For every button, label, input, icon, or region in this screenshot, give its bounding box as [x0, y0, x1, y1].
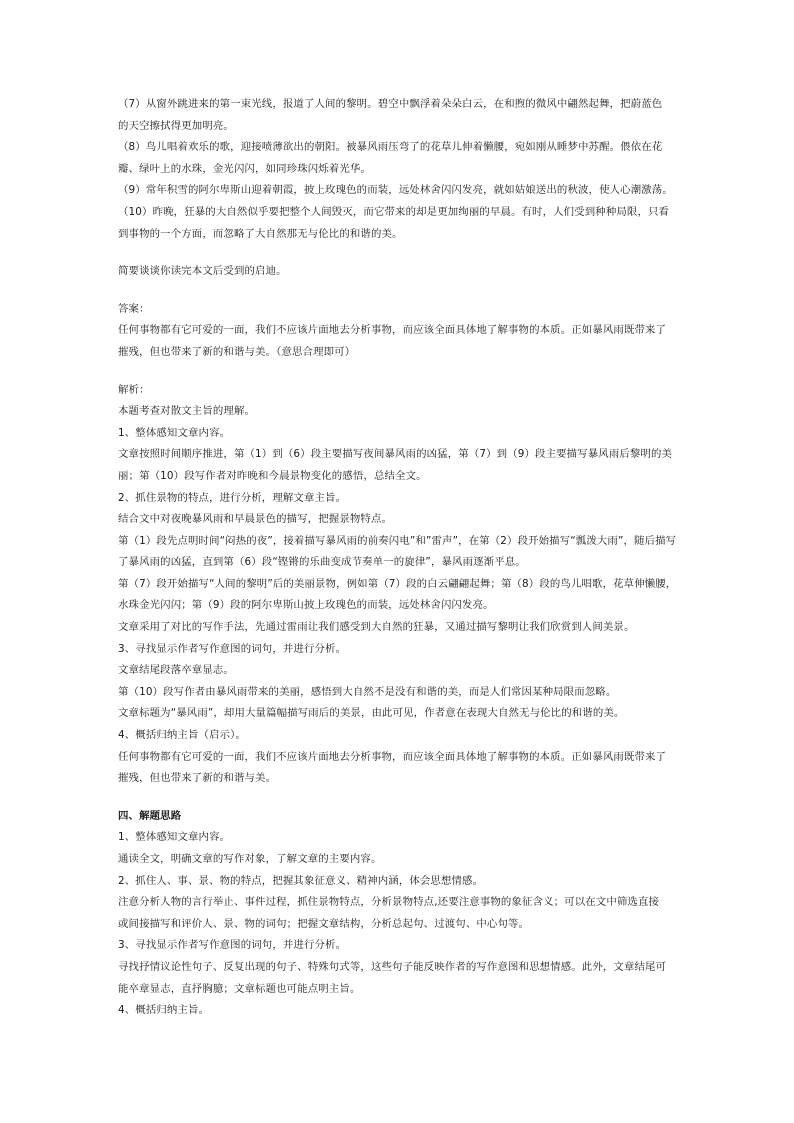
paragraph-10 [118, 202, 678, 245]
question-text: 简要谈谈你读完本文后受到的启迪。 [118, 265, 287, 278]
method-line: 通读全文，明确文章的写作对象，了解文章的主要内容。 [118, 853, 382, 865]
method-line: 2、抓住人、事、景、物的特点，把握其象征意义、精神内涵，体会思想情感。 [118, 874, 484, 887]
method-line: 或间接描写和评价人、景、物的词句；把握文章结构，分析总起句、过渡句、中心句等。 [118, 917, 530, 930]
answer-section [118, 299, 678, 364]
analysis-label: 解析： [118, 383, 150, 396]
analysis-line: 1、整体感知文章内容。 [118, 426, 231, 439]
text-line: （9）常年积雪的阿尔卑斯山迎着朝霞，披上玫瑰色的而装，远处林舍闪闪发亮，就如姑娘送出的秋波，使人心潮激荡。 [118, 184, 673, 197]
analysis-line: 任何事物都有它可爱的一面，我们不应该片面地去分析事物，而应该全面具体地了解事物的本质。正如暴风雨既带来了 [118, 750, 667, 763]
analysis-line: 了暴风雨的凶猛，直到第（6）段“铿锵的乐曲变成节奏单一的旋律”，暴风雨逐渐平息。 [118, 556, 526, 569]
analysis-line: 文章按照时间顺序推进，第（1）到（6）段主要描写夜间暴风雨的凶猛，第（7）到（9）段主要描写暴风雨后黎明的美 [118, 448, 673, 461]
method-line: 1、整体感知文章内容。 [118, 831, 231, 844]
paragraph-7 [118, 94, 678, 137]
analysis-line: 本题考查对散文主旨的理解。 [118, 405, 256, 418]
analysis-line: 第（10）段写作者由暴风雨带来的美丽，感悟到大自然不是没有和谐的美，而是人们常因某种局限而忽略。 [118, 685, 617, 698]
answer-line: 任何事物都有它可爱的一面，我们不应该片面地去分析事物，而应该全面具体地了解事物的本质。正如暴风雨既带来了 [118, 324, 667, 337]
analysis-line: 2、抓住景物的特点，进行分析，理解文章主旨。 [118, 491, 347, 504]
section-heading: 四、解题思路 [118, 809, 182, 822]
method-line: 能卒章显志，直抒胸臆；文章标题也可能点明主旨。 [118, 982, 361, 995]
document-page [118, 94, 678, 1022]
method-line: 3、寻找显示作者写作意图的词句，并进行分析。 [118, 939, 347, 952]
method-line: 4、概括归纳主旨。 [118, 1004, 210, 1017]
analysis-line: 水珠金光闪闪；第（9）段的阿尔卑斯山披上玫瑰色的而装，远处林舍闪闪发亮。 [118, 599, 494, 612]
analysis-line: 4、概括归纳主旨（启示）。 [118, 729, 247, 742]
method-section [118, 806, 678, 1022]
text-line: 的天空擦拭得更加明亮。 [118, 119, 234, 132]
analysis-line: 结合文中对夜晚暴风雨和早晨景色的描写，把握景物特点。 [118, 513, 393, 526]
answer-line: 摧残，但也带来了新的和谐与美。（意思合理即可） [118, 345, 356, 358]
analysis-line: 3、寻找显示作者写作意图的词句，并进行分析。 [118, 642, 347, 655]
analysis-line: 第（1）段先点明时间“闷热的夜”，接着描写暴风雨的前奏闪电”和”雷声”，在第（2）段开始描写“瓢泼大雨”，随后描写 [118, 534, 677, 547]
method-line: 寻找抒情议论性句子、反复出现的句子、特殊句式等，这些句子能反映作者的写作意图和思想情感。此外，文章结尾可 [118, 960, 667, 973]
analysis-line: 丽；第（10）段写作者对昨晚和今晨景物变化的感悟，总结全文。 [118, 469, 427, 482]
text-line: （8）鸟儿唱着欢乐的歌，迎接喷薄欲出的朝阳。被暴风雨压弯了的花草儿伸着懒腰，宛如刚从睡梦中苏醒。偎依在花 [118, 141, 663, 154]
analysis-line: 文章结尾段落卒章显志。 [118, 664, 234, 677]
text-line: 到事物的一个方面，而忽略了大自然那无与伦比的和谐的美。 [118, 227, 403, 240]
paragraph-9 [118, 180, 678, 202]
text-line: 瓣、绿叶上的水珠，金光闪闪，如同珍珠闪烁着光华。 [118, 162, 371, 175]
paragraph-8 [118, 137, 678, 180]
analysis-section [118, 380, 678, 790]
analysis-line: 文章标题为“暴风雨”，却用大量篇幅描写雨后的美景，由此可见，作者意在表现大自然无与伦比的和谐的美。 [118, 707, 625, 720]
text-line: （7）从窗外跳进来的第一束光线，报道了人间的黎明。碧空中飘浮着朵朵白云，在和煦的微风中翩然起舞，把蔚蓝色 [118, 98, 663, 110]
text-line: （10）昨晚，狂暴的大自然似乎要把整个人间毁灭，而它带来的却是更加绚丽的早晨。有时，人们受到种种局限，只看 [118, 205, 670, 218]
analysis-line: 第（7）段开始描写“人间的黎明”后的美丽景物，例如第（7）段的白云翩翩起舞；第（8）段的鸟儿唱歌，花草伸懒腰， [118, 577, 677, 590]
answer-label: 答案： [118, 302, 150, 315]
method-line: 注意分析人物的言行举止、事件过程，抓住景物特点，分析景物特点,还要注意事物的象征含义；可以在文中筛选直接 [118, 896, 660, 909]
analysis-line: 文章采用了对比的写作手法，先通过雷雨让我们感受到大自然的狂暴，又通过描写黎明让我们欣赏到人间美景。 [118, 621, 635, 634]
analysis-line: 摧残，但也带来了新的和谐与美。 [118, 772, 277, 785]
